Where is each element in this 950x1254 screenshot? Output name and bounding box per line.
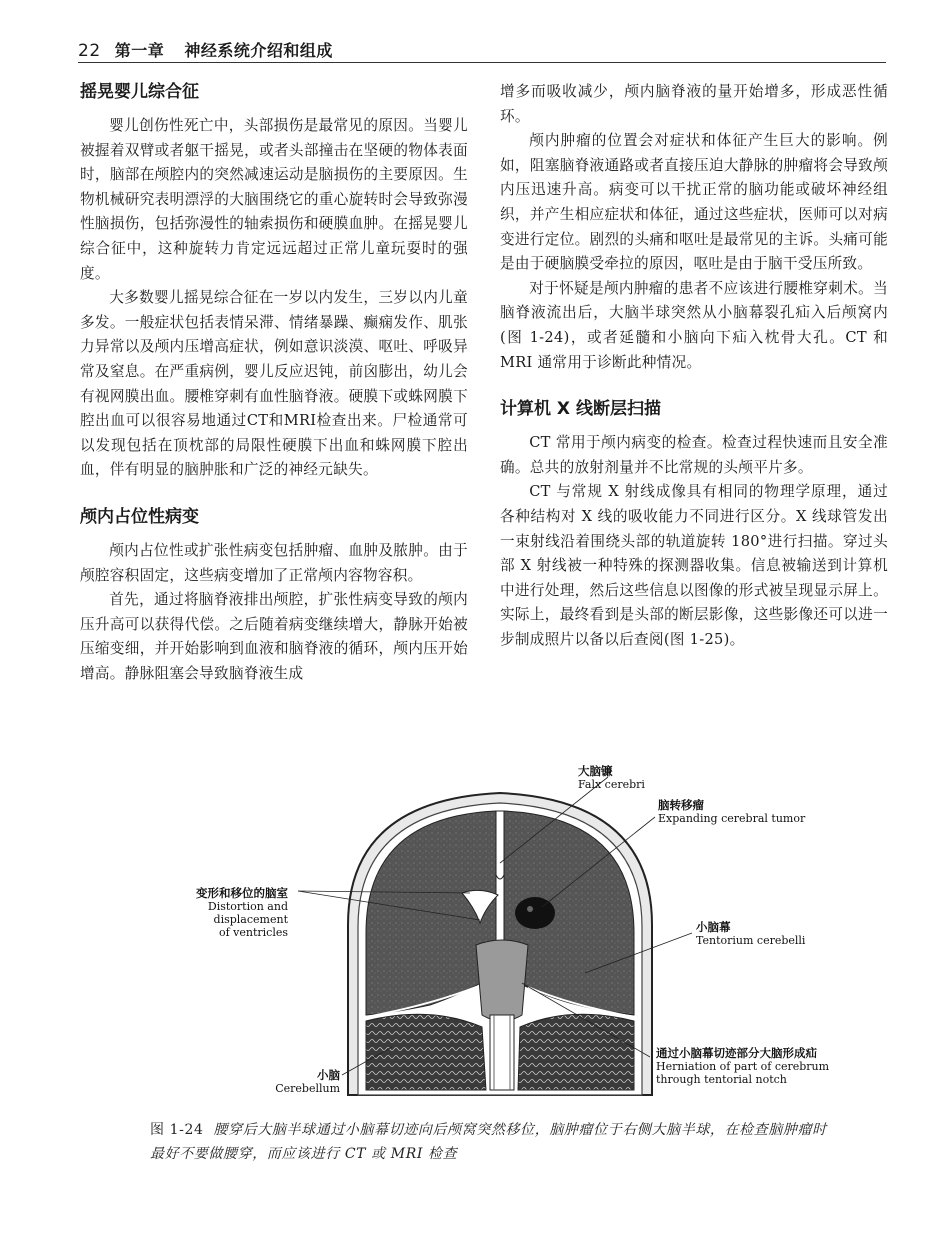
- page-number: 22: [78, 41, 101, 61]
- figure-1-24: [130, 765, 850, 1110]
- paragraph: 颅内肿瘤的位置会对症状和体征产生巨大的影响。例如，阻塞脑脊液通路或者直接压迫大静脉的肿瘤将会导致颅内压迅速升高。病变可以干扰正常的脑功能或破坏神经组织，并产生相应症状和体征，通过这些症状，医师可以对病变进行定位。剧烈的头痛和呕吐是最常见的主诉。头痛可能是由于硬脑膜受牵拉的原因，呕吐是由于脑干受压所致。: [500, 132, 888, 273]
- paragraph: 对于怀疑是颅内肿瘤的患者不应该进行腰椎穿刺术。当脑脊液流出后，大脑半球突然从小脑幕裂孔疝入后颅窝内(图 1-24)，或者延髓和小脑向下疝入枕骨大孔。CT 和 MRI 通常用于诊断此种情况。: [500, 279, 888, 371]
- label-falx-cerebri: 大脑镰 Falx cerebri: [578, 764, 645, 791]
- paragraph: 颅内占位性或扩张性病变包括肿瘤、血肿及脓肿。由于颅腔容积固定，这些病变增加了正常颅内容物容积。: [80, 541, 468, 584]
- paragraph: 婴儿创伤性死亡中，头部损伤是最常见的原因。当婴儿被握着双臂或者躯干摇晃，或者头部撞击在坚硬的物体表面时，脑部在颅腔内的突然减速运动是脑损伤的主要原因。生物机械研究表明漂浮的大脑围绕它的重心旋转时会导致弥漫性脑损伤，包括弥漫性的轴索损伤和硬膜血肿。在摇晃婴儿综合征中，这种旋转力肯定远远超过正常儿童玩耍时的强度。: [80, 117, 468, 282]
- label-ventricles: 变形和移位的脑室 Distortion and displacement of ventricles: [196, 886, 288, 939]
- paragraph: CT 常用于颅内病变的检查。检查过程快速而且安全准确。总共的放射剂量并不比常规的头颅平片多。: [500, 434, 888, 476]
- chapter-title: 神经系统介绍和组成: [184, 41, 333, 60]
- paragraph: 大多数婴儿摇晃综合征在一岁以内发生，三岁以内儿童多发。一般症状包括表情呆滞、情绪暴躁、癫痫发作、肌张力异常以及颅内压增高症状，例如意识淡漠、呕吐、呼吸异常及窒息。在严重病例，婴儿反应迟钝，前囟膨出，幼儿会有视网膜出血。腰椎穿刺有血性脑脊液。硬膜下或蛛网膜下腔出血可以很容易地通过CT和MRI检查出来。尸检通常可以发现包括在顶枕部的局限性硬膜下出血和蛛网膜下腔出血，伴有明显的脑肿胀和广泛的神经元缺失。: [80, 289, 468, 479]
- brainstem: [476, 940, 528, 1021]
- paragraph: 增多而吸收减少，颅内脑脊液的量开始增多，形成恶性循环。: [500, 83, 888, 125]
- label-cerebellum: 小脑 Cerebellum: [275, 1068, 340, 1095]
- left-column: [80, 80, 468, 686]
- header-divider: [78, 62, 886, 63]
- label-expanding-tumor: 脑转移瘤 Expanding cerebral tumor: [658, 798, 806, 825]
- label-tentorium: 小脑幕 Tentorium cerebelli: [696, 920, 806, 947]
- paragraph: 首先，通过将脑脊液排出颅腔，扩张性病变导致的颅内压升高可以获得代偿。之后随着病变继续增大，静脉开始被压缩变细，并开始影响到血液和脑脊液的循环，颅内压开始增高。静脉阻塞会导致脑脊液生成: [80, 591, 468, 682]
- caption-text: 腰穿后大脑半球通过小脑幕切迹向后颅窝突然移位，脑肿瘤位于右侧大脑半球，在检查脑肿瘤时最好不要做腰穿，而应该进行 CT 或 MRI 检查: [150, 1122, 827, 1162]
- section-heading-shaken-baby: 摇晃婴儿综合征: [80, 82, 199, 102]
- falx-cerebri: [496, 811, 504, 879]
- section-heading-ct: 计算机 X 线断层扫描: [500, 399, 661, 420]
- right-column: [500, 80, 888, 652]
- chapter-number: 第一章: [114, 41, 165, 60]
- cerebellum-right: [518, 1014, 634, 1090]
- figure-caption: [150, 1118, 840, 1166]
- paragraph: CT 与常规 X 射线成像具有相同的物理学原理，通过各种结构对 X 线的吸收能力不同进行区分。X 线球管发出一束射线沿着围绕头部的轨道旋转 180°进行扫描。穿过头部 X 射线被一种特殊的探测器收集。信息被输送到计算机中进行处理，然后这些信息以图像的形式被呈现显示屏上。实际上，最终看到是头部的断层影像，这些影像还可以进一步制成照片以备以后查阅(图 1-25)。: [500, 483, 888, 648]
- label-herniation: 通过小脑幕切迹部分大脑形成疝 Herniation of part of cerebrum through tentorial notch: [656, 1046, 830, 1086]
- section-heading-intracranial-lesions: 颅内占位性病变: [80, 506, 199, 527]
- caption-number: 图 1-24: [150, 1122, 204, 1138]
- running-header: [78, 38, 333, 61]
- cerebellum-left: [366, 1014, 486, 1090]
